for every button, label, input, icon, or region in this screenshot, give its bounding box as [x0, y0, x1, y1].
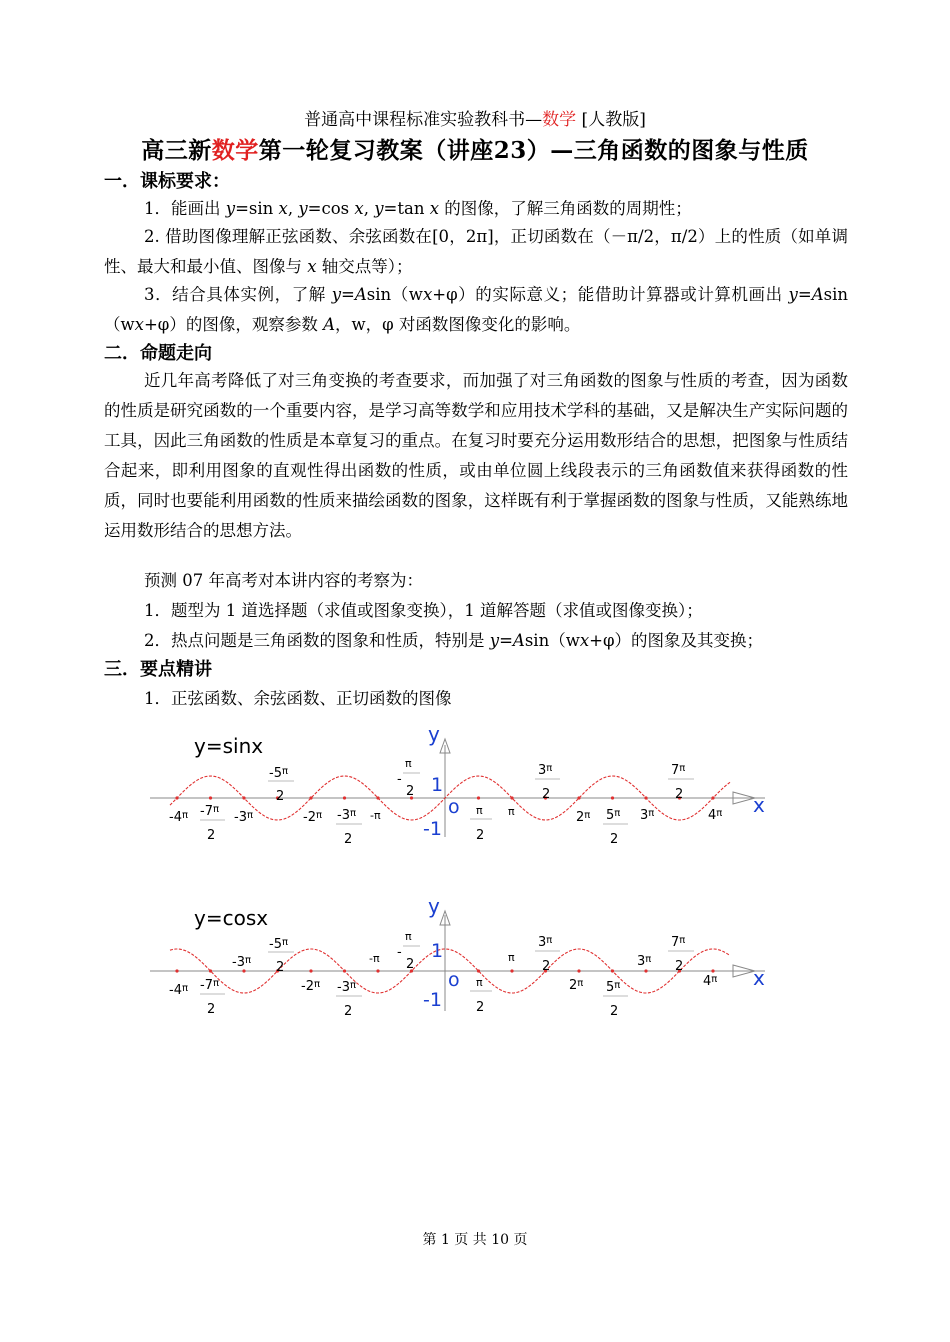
tick-label: $2^\pi$ — [569, 978, 584, 993]
sine-neg-one-label: -1 — [423, 818, 442, 840]
tick-label: 2 — [276, 960, 285, 975]
tick-label: 2 — [344, 832, 353, 847]
tick-label: $7^\pi$ — [671, 935, 686, 950]
tick-label: -π — [369, 952, 380, 965]
tick-point — [510, 796, 513, 799]
s2-point-2: 2．热点问题是三角函数的图象和性质，特别是 y=Asin（wx+φ）的图象及其变换； — [144, 631, 764, 650]
tick-label: 2 — [476, 1000, 485, 1015]
tick-label: $-3^\pi$ — [337, 808, 356, 823]
s2-paragraph: 近几年高考降低了对三角变换的考查要求，而加强了对三角函数的图象与性质的考查，因为函数的性质是研究函数的一个重要内容，是学习高等数学和应用技术学科的基础，又是解决生产实际问题的工具，因此三角函数的性质是本章复习的重点。在复习时要充分运用数形结合的思想，把图象与性质结合起来，即利用图象的直观性得出函数的性质，或由单位圆上线段表示的三角函数值来获得函数的性质，同时也要能利用函数的性质来描绘函数的图象，这样既有利于掌握函数的图象与性质，又能熟练地运用数形结合的思想方法。 — [104, 371, 848, 540]
tick-point — [711, 796, 714, 799]
cosine-function-label: y=cosx — [194, 906, 269, 930]
tick-label: $4^\pi$ — [708, 808, 723, 823]
tick-label: $2^\pi$ — [576, 810, 591, 825]
tick-label: $-3^\pi$ — [337, 980, 356, 995]
tick-point — [376, 796, 379, 799]
tick-point — [343, 969, 346, 972]
tick-label: $-4^\pi$ — [169, 983, 188, 998]
tick-point — [209, 969, 212, 972]
header-text: 普通高中课程标准实验教科书— — [304, 110, 543, 130]
s3-item-1: 1．正弦函数、余弦函数、正切函数的图像 — [144, 689, 452, 708]
section-2-heading: 二．命题走向 — [104, 343, 212, 364]
tick-label: - — [397, 772, 402, 787]
sine-one-label: 1 — [431, 774, 444, 796]
title-pre: 高三新 — [141, 137, 212, 164]
tick-point — [644, 796, 647, 799]
s1-item-1: 1．能画出 y=sin x, y=cos x, y=tan x 的图像，了解三角函数的周期性； — [144, 199, 692, 218]
cosine-y-axis-label: y — [428, 894, 440, 918]
tick-label: $-3^\pi$ — [232, 955, 251, 970]
page-footer: 第 1 页 共 10 页 — [422, 1232, 528, 1248]
tick-point — [477, 969, 480, 972]
tick-point — [644, 969, 647, 972]
tick-point — [611, 796, 614, 799]
tick-label: 2 — [207, 828, 216, 843]
tick-label: $4^\pi$ — [703, 974, 718, 989]
tick-label: $3^\pi$ — [538, 763, 553, 778]
tick-label: $5^\pi$ — [606, 808, 621, 823]
sine-y-axis-label: y — [428, 722, 440, 746]
tick-label: $3^\pi$ — [640, 808, 655, 823]
tick-point — [577, 969, 580, 972]
tick-point — [175, 796, 178, 799]
tick-label: 2 — [610, 1004, 619, 1019]
tick-label: - — [397, 945, 402, 960]
tick-label: π — [405, 757, 412, 770]
tick-point — [242, 796, 245, 799]
tick-label: $3^\pi$ — [637, 954, 652, 969]
tick-label: π — [405, 930, 412, 943]
title-subject: 数学 — [211, 137, 259, 164]
cosine-graph — [0, 885, 950, 1035]
tick-label: $-7^\pi$ — [200, 804, 219, 819]
tick-label: 2 — [276, 789, 285, 804]
cosine-x-axis-label: x — [753, 966, 765, 990]
cosine-neg-one-label: -1 — [423, 989, 442, 1011]
tick-point — [175, 969, 178, 972]
tick-label: π — [508, 805, 515, 818]
tick-point — [510, 969, 513, 972]
title-post: 第一轮复习教案（讲座23）—三角函数的图象与性质 — [258, 137, 809, 164]
tick-label: $3^\pi$ — [538, 935, 553, 950]
sine-graph — [0, 715, 950, 865]
tick-label: $-5^\pi$ — [269, 937, 288, 952]
tick-label: 2 — [476, 828, 485, 843]
tick-point — [711, 969, 714, 972]
tick-label: 2 — [406, 957, 415, 972]
book-header — [0, 108, 950, 132]
tick-label: $-7^\pi$ — [200, 978, 219, 993]
section-1-heading: 一．课标要求： — [104, 171, 230, 192]
tick-label: $5^\pi$ — [606, 980, 621, 995]
tick-point — [577, 796, 580, 799]
tick-point — [309, 796, 312, 799]
section-3-heading: 三．要点精讲 — [104, 659, 212, 680]
tick-label: 2 — [610, 832, 619, 847]
tick-point — [376, 969, 379, 972]
tick-label: $7^\pi$ — [671, 763, 686, 778]
tick-point — [343, 796, 346, 799]
tick-label: 2 — [675, 959, 684, 974]
cosine-tick-labels — [169, 930, 717, 1019]
cosine-origin-label: o — [448, 969, 460, 991]
tick-label: 2 — [406, 784, 415, 799]
tick-label: $-4^\pi$ — [169, 810, 188, 825]
tick-point — [209, 796, 212, 799]
page-title — [0, 134, 950, 168]
tick-label: 2 — [675, 787, 684, 802]
tick-point — [611, 969, 614, 972]
s2-point-1: 1．题型为 1 道选择题（求值或图象变换），1 道解答题（求值或图像变换）； — [144, 601, 703, 620]
tick-label: $-3^\pi$ — [234, 810, 253, 825]
sine-origin-label: o — [448, 796, 460, 818]
sine-function-label: y=sinx — [194, 734, 264, 758]
tick-label: 2 — [542, 959, 551, 974]
sine-tick-labels — [169, 757, 722, 847]
tick-label: $-2^\pi$ — [303, 810, 322, 825]
sine-x-axis-label: x — [753, 793, 765, 817]
tick-label: 2 — [344, 1004, 353, 1019]
tick-label: -π — [370, 809, 381, 822]
tick-label: π — [476, 976, 483, 989]
tick-point — [477, 796, 480, 799]
cosine-one-label: 1 — [431, 940, 444, 962]
s2-predict: 预测 07 年高考对本讲内容的考察为： — [144, 571, 423, 590]
s1-item-2: 2. 借助图像理解正弦函数、余弦函数在[0，2π]，正切函数在（－π/2，π/2）上的性质（如单调性、最大和最小值、图像与 x 轴交点等）； — [104, 227, 848, 276]
tick-label: π — [508, 951, 515, 964]
header-subject: 数学 — [542, 110, 577, 130]
tick-label: $-2^\pi$ — [301, 979, 320, 994]
tick-point — [309, 969, 312, 972]
tick-label: 2 — [207, 1002, 216, 1017]
tick-label: π — [476, 804, 483, 817]
tick-label: 2 — [542, 787, 551, 802]
header-edition: [人教版] — [576, 110, 646, 130]
s1-item-3: 3．结合具体实例，了解 y=Asin（wx+φ）的实际意义；能借助计算器或计算机画出 y=Asin（wx+φ）的图像，观察参数 A，w，φ 对函数图像变化的影响。 — [104, 285, 848, 334]
tick-label: $-5^\pi$ — [269, 766, 288, 781]
